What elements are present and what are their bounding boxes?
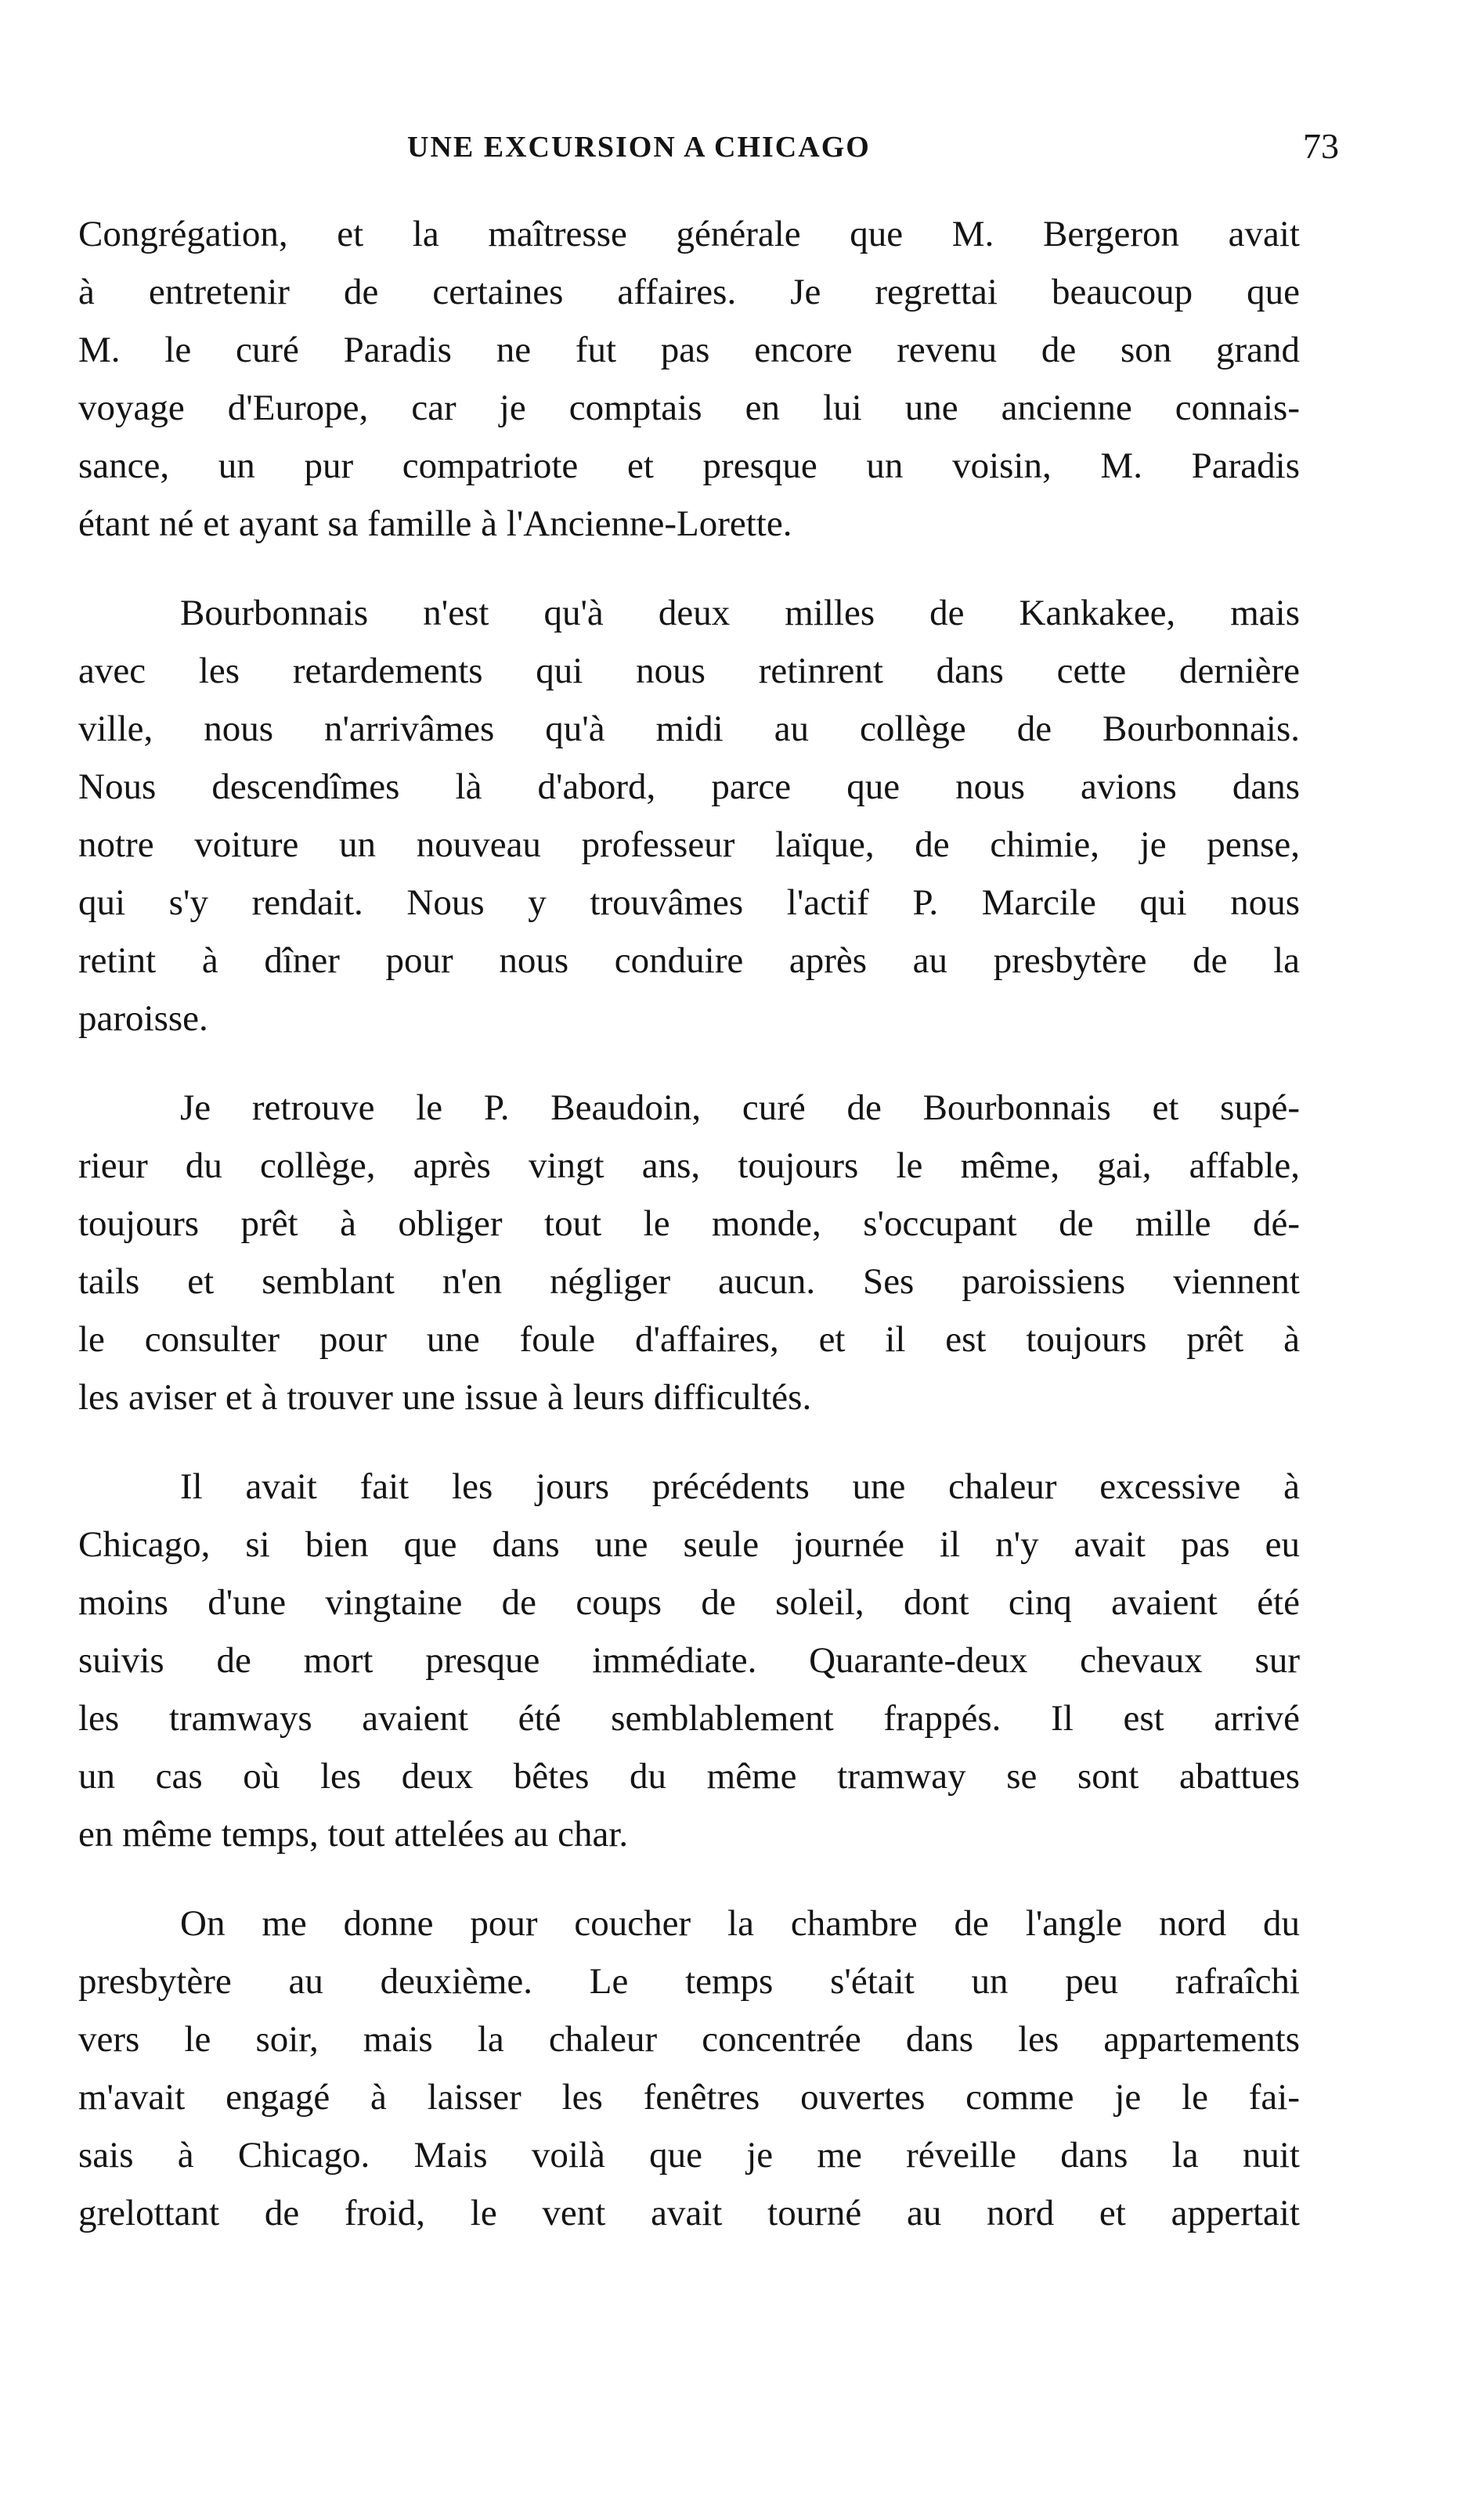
- text-line: Chicago, si bien que dans une seule journée il n'y avait pas eu: [78, 1524, 1300, 1565]
- paragraph-1: [78, 205, 1300, 553]
- paragraph-4: [78, 1458, 1300, 1863]
- text-line: sance, un pur compatriote et presque un voisin, M. Paradis: [78, 445, 1300, 486]
- text-line: sais à Chicago. Mais voilà que je me réveille dans la nuit: [78, 2135, 1300, 2176]
- paragraph-2: [78, 584, 1300, 1047]
- paragraph-gap: [78, 1047, 1300, 1079]
- paragraph-3: [78, 1079, 1300, 1426]
- text-line: toujours prêt à obliger tout le monde, s'occupant de mille dé-: [78, 1203, 1300, 1244]
- text-line: paroisse.: [78, 998, 208, 1039]
- text-line: un cas où les deux bêtes du même tramway se sont abattues: [78, 1756, 1300, 1797]
- text-line: suivis de mort presque immédiate. Quarante-deux chevaux sur: [78, 1640, 1300, 1681]
- text-line: voyage d'Europe, car je comptais en lui une ancienne connais-: [78, 388, 1300, 428]
- text-line: Congrégation, et la maîtresse générale que M. Bergeron avait: [78, 214, 1300, 254]
- text-line: m'avait engagé à laisser les fenêtres ouvertes comme je le fai-: [78, 2077, 1300, 2118]
- text-line: qui s'y rendait. Nous y trouvâmes l'actif P. Marcile qui nous: [78, 882, 1300, 923]
- page-number: 73: [1303, 126, 1339, 166]
- paragraph-5: [78, 1895, 1300, 2242]
- text-line: à entretenir de certaines affaires. Je regrettai beaucoup que: [78, 272, 1300, 312]
- text-line: rieur du collège, après vingt ans, toujours le même, gai, affable,: [78, 1145, 1300, 1186]
- text-line: Il avait fait les jours précédents une chaleur excessive à: [180, 1466, 1300, 1507]
- text-line: Je retrouve le P. Beaudoin, curé de Bourbonnais et supé-: [180, 1087, 1300, 1128]
- text-line: vers le soir, mais la chaleur concentrée dans les appartements: [78, 2019, 1300, 2060]
- running-head: [78, 125, 1339, 172]
- text-line: les tramways avaient été semblablement frappés. Il est arrivé: [78, 1698, 1300, 1739]
- text-line: presbytère au deuxième. Le temps s'était un peu rafraîchi: [78, 1961, 1300, 2002]
- text-line: ville, nous n'arrivâmes qu'à midi au collège de Bourbonnais.: [78, 708, 1300, 749]
- text-line: M. le curé Paradis ne fut pas encore revenu de son grand: [78, 330, 1300, 370]
- paragraph-gap: [78, 1426, 1300, 1458]
- text-line: moins d'une vingtaine de coups de soleil, dont cinq avaient été: [78, 1582, 1300, 1623]
- text-line: tails et semblant n'en négliger aucun. Ses paroissiens viennent: [78, 1261, 1300, 1302]
- paragraph-gap: [78, 1863, 1300, 1895]
- text-line: Nous descendîmes là d'abord, parce que nous avions dans: [78, 766, 1300, 807]
- text-line: avec les retardements qui nous retinrent dans cette dernière: [78, 651, 1300, 691]
- text-line: notre voiture un nouveau professeur laïque, de chimie, je pense,: [78, 824, 1300, 865]
- text-line: Bourbonnais n'est qu'à deux milles de Kankakee, mais: [180, 593, 1300, 633]
- text-line: le consulter pour une foule d'affaires, et il est toujours prêt à: [78, 1319, 1300, 1360]
- paragraph-gap: [78, 553, 1300, 584]
- body-text: [78, 205, 1300, 2242]
- text-line: retint à dîner pour nous conduire après au presbytère de la: [78, 940, 1300, 981]
- text-line: en même temps, tout attelées au char.: [78, 1814, 629, 1855]
- text-line: grelottant de froid, le vent avait tourné au nord et appertait: [78, 2193, 1300, 2233]
- text-line: On me donne pour coucher la chambre de l'angle nord du: [180, 1903, 1300, 1944]
- text-line: les aviser et à trouver une issue à leurs difficultés.: [78, 1377, 812, 1418]
- text-line: étant né et ayant sa famille à l'Ancienne-Lorette.: [78, 503, 792, 544]
- running-title: UNE EXCURSION A CHICAGO: [407, 131, 871, 164]
